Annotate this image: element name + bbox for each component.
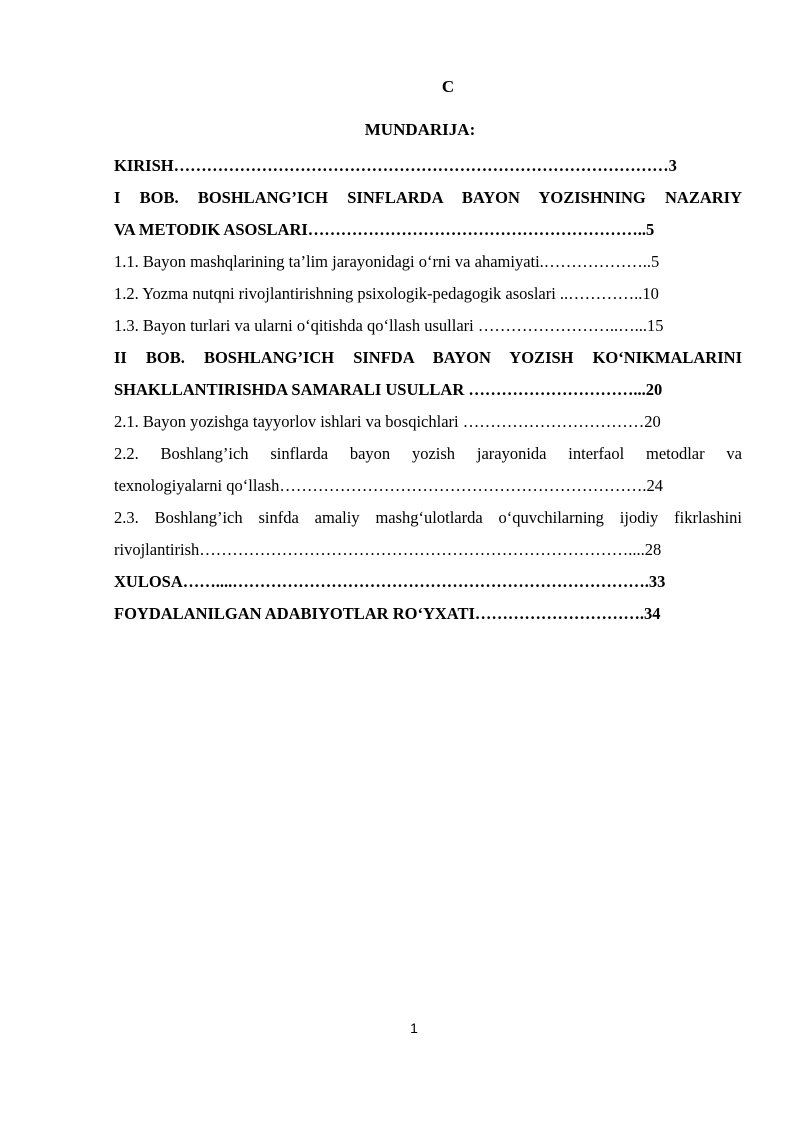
toc-line-section-2-3-cont: rivojlantirish……………………………………………………………………....28 bbox=[114, 540, 662, 559]
toc-line-chapter-2-title: II BOB. BOSHLANG’ICH SINFDA BAYON YOZISH KO‘NIKMALARINI bbox=[114, 348, 742, 367]
page-number: 1 bbox=[410, 1020, 418, 1036]
toc-line-section-1-1: 1.1. Bayon mashqlarining ta’lim jarayonidagi o‘rni va ahamiyati.………………..5 bbox=[114, 252, 660, 271]
toc-line-section-2-2: 2.2. Boshlang’ich sinflarda bayon yozish jarayonida interfaol metodlar va bbox=[114, 444, 742, 463]
toc-line-section-2-2-cont: texnologiyalarni qo‘llash………………………………………………………….24 bbox=[114, 476, 664, 495]
table-of-contents bbox=[114, 150, 742, 630]
toc-heading: MUNDARIJA: bbox=[364, 120, 476, 139]
toc-line-section-2-3: 2.3. Boshlang’ich sinfda amaliy mashg‘ulotlarda o‘quvchilarning ijodiy fikrlashini bbox=[114, 508, 742, 527]
toc-line-section-1-2: 1.2. Yozma nutqni rivojlantirishning psixologik-pedagogik asoslari ..…………..10 bbox=[114, 284, 659, 303]
toc-line-chapter-1-title: I BOB. BOSHLANG’ICH SINFLARDA BAYON YOZISHNING NAZARIY bbox=[114, 188, 742, 207]
toc-line-kirish: KIRISH………………………………………………………………………………3 bbox=[114, 156, 677, 175]
toc-line-section-1-3: 1.3. Bayon turlari va ularni o‘qitishda qo‘llash usullari ……………………..…...15 bbox=[114, 316, 664, 335]
toc-line-section-2-1: 2.1. Bayon yozishga tayyorlov ishlari va bosqichlari ……………………………20 bbox=[114, 412, 661, 431]
toc-line-chapter-2-title-cont: SHAKLLANTIRISHDA SAMARALI USULLAR …………………………...20 bbox=[114, 380, 663, 399]
top-letter: C bbox=[441, 77, 455, 96]
toc-line-chapter-1-title-cont: VA METODIK ASOSLARI……………………………………………………..5 bbox=[114, 220, 655, 239]
toc-line-references: FOYDALANILGAN ADABIYOTLAR RO‘YXATI………………………….34 bbox=[114, 604, 661, 623]
toc-line-xulosa: XULOSA……....………………………………………………………………….33 bbox=[114, 572, 666, 591]
